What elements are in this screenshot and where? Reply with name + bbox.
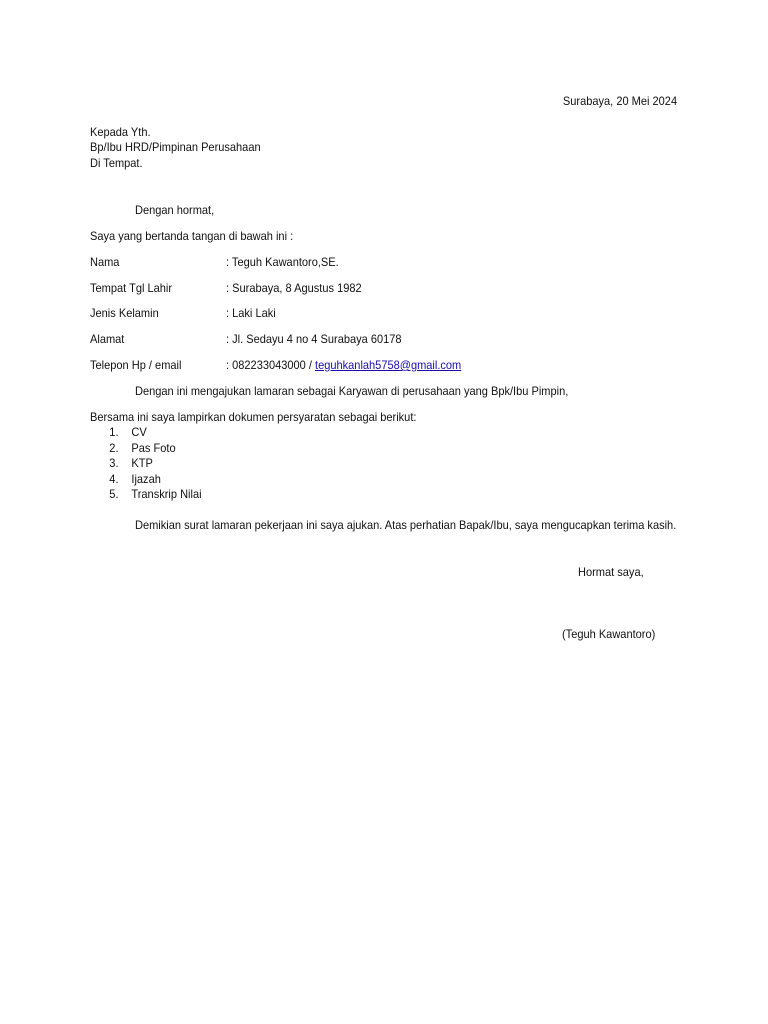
list-item bbox=[90, 425, 147, 440]
list-text: CV bbox=[131, 425, 147, 439]
phone-number: : 082233043000 / bbox=[226, 358, 316, 372]
signoff: Hormat saya, bbox=[578, 565, 644, 579]
recipient-line-1: Kepada Yth. bbox=[90, 125, 151, 139]
field-label-nama: Nama bbox=[90, 255, 120, 269]
list-item bbox=[90, 472, 161, 487]
list-text: Ijazah bbox=[131, 472, 161, 486]
intro-text: Saya yang bertanda tangan di bawah ini : bbox=[90, 229, 294, 243]
field-value-jenis-kelamin: : Laki Laki bbox=[226, 306, 276, 320]
list-item bbox=[90, 487, 202, 502]
field-value-nama: : Teguh Kawantoro,SE. bbox=[226, 255, 339, 269]
list-number: 3. bbox=[109, 456, 119, 470]
application-text: Dengan ini mengajukan lamaran sebagai Karyawan di perusahaan yang Bpk/Ibu Pimpin, bbox=[135, 384, 569, 398]
place-date: Surabaya, 20 Mei 2024 bbox=[562, 94, 677, 108]
list-number: 1. bbox=[109, 425, 119, 439]
field-value-alamat: : Jl. Sedayu 4 no 4 Surabaya 60178 bbox=[226, 332, 402, 346]
field-value-tempat-tgl-lahir: : Surabaya, 8 Agustus 1982 bbox=[226, 281, 362, 295]
email-link[interactable]: teguhkanlah5758@gmail.com bbox=[315, 358, 462, 372]
field-label-telepon-email: Telepon Hp / email bbox=[90, 358, 182, 372]
list-text: Transkrip Nilai bbox=[131, 487, 202, 501]
list-number: 5. bbox=[109, 487, 119, 501]
list-number: 4. bbox=[109, 472, 119, 486]
list-item bbox=[90, 456, 153, 471]
list-text: Pas Foto bbox=[131, 441, 176, 455]
field-label-tempat-tgl-lahir: Tempat Tgl Lahir bbox=[90, 281, 173, 295]
field-label-jenis-kelamin: Jenis Kelamin bbox=[90, 306, 159, 320]
list-number: 2. bbox=[109, 441, 119, 455]
recipient-line-2: Bp/Ibu HRD/Pimpinan Perusahaan bbox=[90, 140, 261, 154]
signature-name: (Teguh Kawantoro) bbox=[562, 627, 656, 641]
field-label-alamat: Alamat bbox=[90, 332, 125, 346]
recipient-line-3: Di Tempat. bbox=[90, 156, 143, 170]
list-text: KTP bbox=[131, 456, 153, 470]
greeting: Dengan hormat, bbox=[135, 203, 215, 217]
closing-text: Demikian surat lamaran pekerjaan ini saya ajukan. Atas perhatian Bapak/Ibu, saya mengucapkan terima kasih. bbox=[135, 518, 677, 532]
attachments-intro: Bersama ini saya lampirkan dokumen persyaratan sebagai berikut: bbox=[90, 410, 417, 424]
list-item bbox=[90, 441, 176, 456]
field-value-telepon-email bbox=[226, 358, 461, 373]
